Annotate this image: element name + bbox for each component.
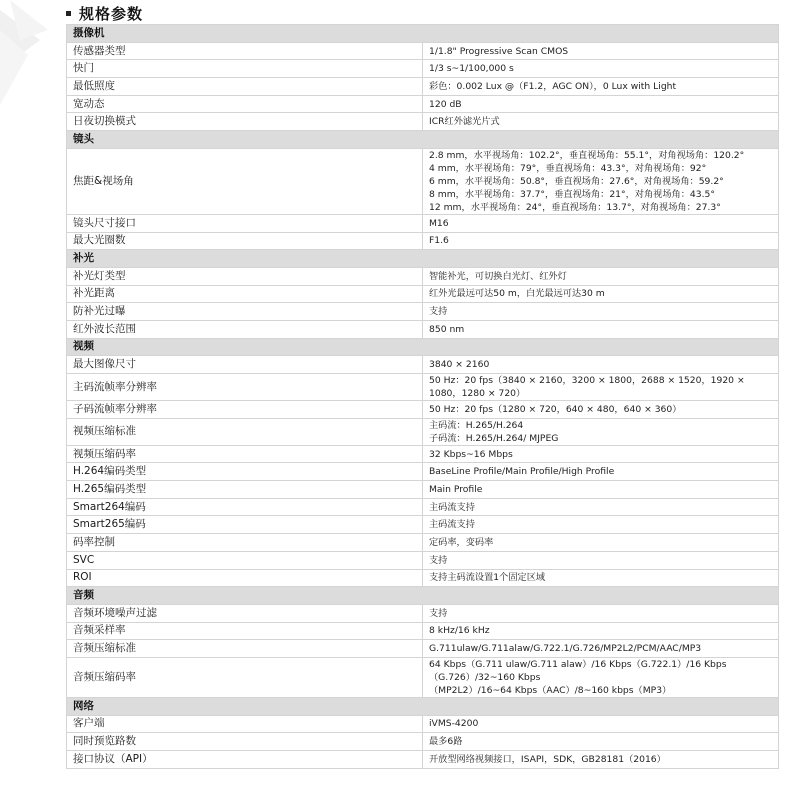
section-header (67, 25, 779, 43)
spec-label: 补光灯类型 (67, 267, 423, 285)
spec-row (67, 534, 779, 552)
spec-value (423, 715, 779, 733)
page-title: 规格参数 (79, 4, 144, 23)
spec-value-line: （MP2L2）/16~64 Kbps（AAC）/8~160 kbps（MP3） (429, 684, 672, 696)
spec-value-line: 8 kHz/16 kHz (429, 625, 490, 637)
spec-value (423, 751, 779, 769)
spec-value-line: 850 nm (429, 323, 465, 335)
spec-label: 宽动态 (67, 95, 423, 113)
spec-row (67, 285, 779, 303)
spec-label: 快门 (67, 60, 423, 78)
spec-row (67, 516, 779, 534)
spec-label: 主码流帧率分辨率 (67, 374, 423, 401)
spec-row (67, 267, 779, 285)
spec-value-line: 智能补光，可切换白光灯、红外灯 (429, 270, 567, 282)
spec-value-line: Main Profile (429, 483, 483, 495)
section-title: 网络 (67, 697, 779, 715)
spec-value (423, 303, 779, 321)
spec-label: 传感器类型 (67, 42, 423, 60)
spec-label: 最大光圈数 (67, 232, 423, 250)
spec-row (67, 148, 779, 214)
section-header (67, 587, 779, 605)
spec-label: 视频压缩码率 (67, 445, 423, 463)
spec-row (67, 42, 779, 60)
spec-value-line: 子码流：H.265/H.264/ MJPEG (429, 432, 559, 444)
spec-value-line: 红外光最远可达50 m，白光最远可达30 m (429, 288, 605, 300)
spec-row (67, 232, 779, 250)
spec-value (423, 214, 779, 232)
spec-row (67, 356, 779, 374)
section-title: 音频 (67, 587, 779, 605)
spec-value-line: 6 mm，水平视场角：50.8°，垂直视场角：27.6°，对角视场角：59.2° (429, 175, 724, 187)
spec-row (67, 657, 779, 697)
spec-value-line: 4 mm，水平视场角：79°，垂直视场角：43.3°，对角视场角：92° (429, 162, 707, 174)
spec-table-body (67, 25, 779, 769)
spec-value-line: 支持 (429, 607, 448, 619)
spec-label: 日夜切换模式 (67, 113, 423, 131)
spec-value-line: 支持主码流设置1个固定区域 (429, 572, 546, 584)
spec-value-line: BaseLine Profile/Main Profile/High Profile (429, 466, 615, 478)
spec-row (67, 60, 779, 78)
spec-value (423, 285, 779, 303)
spec-row (67, 445, 779, 463)
spec-value (423, 657, 779, 697)
section-title: 补光 (67, 250, 779, 268)
spec-label: 接口协议（API） (67, 751, 423, 769)
spec-value (423, 551, 779, 569)
spec-label: Smart265编码 (67, 516, 423, 534)
spec-label: 红外波长范围 (67, 320, 423, 338)
spec-value (423, 604, 779, 622)
spec-label: 音频压缩标准 (67, 640, 423, 658)
spec-value-line: G.711ulaw/G.711alaw/G.722.1/G.726/MP2L2/PCM/AAC/MP3 (429, 643, 702, 655)
spec-label: 码率控制 (67, 534, 423, 552)
spec-value-line: 3840 × 2160 (429, 359, 490, 371)
spec-value-line: 主码流支持 (429, 501, 475, 513)
spec-value-line: 支持 (429, 306, 448, 318)
spec-value-line: 1/1.8" Progressive Scan CMOS (429, 45, 569, 57)
spec-value (423, 569, 779, 587)
spec-label: 补光距离 (67, 285, 423, 303)
spec-row (67, 463, 779, 481)
spec-row (67, 214, 779, 232)
spec-label: 焦距&视场角 (67, 148, 423, 214)
spec-value (423, 60, 779, 78)
spec-label: ROI (67, 569, 423, 587)
spec-value-line: ICR红外滤光片式 (429, 116, 500, 128)
spec-label: 音频环境噪声过滤 (67, 604, 423, 622)
spec-row (67, 498, 779, 516)
spec-value-line: 64 Kbps（G.711 ulaw/G.711 alaw）/16 Kbps（G.722.1）/16 Kbps（G.726）/32~160 Kbps (429, 658, 727, 683)
spec-value (423, 232, 779, 250)
spec-value-line: 120 dB (429, 98, 462, 110)
spec-label: 视频压缩标准 (67, 418, 423, 445)
section-header (67, 697, 779, 715)
spec-value-line: iVMS-4200 (429, 718, 479, 730)
spec-value-line: 主码流：H.265/H.264 (429, 419, 524, 431)
spec-row (67, 715, 779, 733)
spec-value (423, 445, 779, 463)
spec-label: 最低照度 (67, 78, 423, 96)
spec-value (423, 640, 779, 658)
spec-value (423, 498, 779, 516)
spec-value-line: 12 mm，水平视场角：24°，垂直视场角：13.7°，对角视场角：27.3° (429, 201, 721, 213)
spec-value (423, 622, 779, 640)
spec-value-line: 2.8 mm，水平视场角：102.2°，垂直视场角：55.1°，对角视场角：120.2° (429, 149, 745, 161)
spec-value (423, 95, 779, 113)
spec-row (67, 569, 779, 587)
spec-row (67, 95, 779, 113)
spec-value (423, 401, 779, 419)
spec-value-line: 最多6路 (429, 736, 463, 748)
spec-value-line: M16 (429, 217, 449, 229)
spec-value (423, 374, 779, 401)
section-header (67, 250, 779, 268)
spec-label: 同时预览路数 (67, 733, 423, 751)
corner-decoration (0, 0, 60, 110)
spec-label: 最大图像尺寸 (67, 356, 423, 374)
section-header (67, 131, 779, 149)
spec-label: 镜头尺寸接口 (67, 214, 423, 232)
spec-value-line: 开放型网络视频接口，ISAPI，SDK，GB28181（2016） (429, 753, 666, 765)
spec-row (67, 320, 779, 338)
spec-value-line: 彩色：0.002 Lux @（F1.2，AGC ON），0 Lux with Light (429, 80, 677, 92)
spec-label: SVC (67, 551, 423, 569)
spec-row (67, 303, 779, 321)
spec-row (67, 481, 779, 499)
spec-value-line: 支持 (429, 554, 448, 566)
section-title: 视频 (67, 338, 779, 356)
spec-row (67, 551, 779, 569)
section-header (67, 338, 779, 356)
spec-label: 音频压缩码率 (67, 657, 423, 697)
spec-value (423, 148, 779, 214)
spec-row (67, 751, 779, 769)
spec-value (423, 516, 779, 534)
spec-label: H.264编码类型 (67, 463, 423, 481)
section-title: 摄像机 (67, 25, 779, 43)
spec-value-line: 50 Hz：20 fps（3840 × 2160，3200 × 1800，2688 × 1520，1920 × 1080，1280 × 720） (429, 375, 745, 399)
spec-value (423, 481, 779, 499)
spec-label: H.265编码类型 (67, 481, 423, 499)
page-header (66, 2, 143, 24)
spec-value (423, 733, 779, 751)
spec-value-line: 1/3 s~1/100,000 s (429, 63, 514, 75)
spec-row (67, 622, 779, 640)
spec-label: 防补光过曝 (67, 303, 423, 321)
spec-value (423, 463, 779, 481)
spec-value (423, 418, 779, 445)
spec-table (66, 24, 779, 769)
spec-row (67, 418, 779, 445)
spec-value (423, 534, 779, 552)
title-bullet-icon (66, 11, 71, 16)
spec-value (423, 42, 779, 60)
spec-row (67, 604, 779, 622)
spec-row (67, 401, 779, 419)
spec-row (67, 640, 779, 658)
spec-value-line: 8 mm，水平视场角：37.7°，垂直视场角：21°，对角视场角：43.5° (429, 188, 715, 200)
spec-label: Smart264编码 (67, 498, 423, 516)
spec-value (423, 267, 779, 285)
spec-value-line: 主码流支持 (429, 519, 475, 531)
spec-label: 客户端 (67, 715, 423, 733)
spec-value (423, 78, 779, 96)
spec-value-line: 50 Hz：20 fps（1280 × 720，640 × 480，640 × 360） (429, 403, 682, 415)
spec-value (423, 113, 779, 131)
spec-value (423, 320, 779, 338)
spec-label: 音频采样率 (67, 622, 423, 640)
spec-row (67, 113, 779, 131)
spec-value-line: 定码率，变码率 (429, 536, 494, 548)
spec-row (67, 733, 779, 751)
spec-row (67, 374, 779, 401)
section-title: 镜头 (67, 131, 779, 149)
spec-value (423, 356, 779, 374)
spec-value-line: 32 Kbps~16 Mbps (429, 448, 513, 460)
spec-row (67, 78, 779, 96)
spec-label: 子码流帧率分辨率 (67, 401, 423, 419)
spec-value-line: F1.6 (429, 235, 449, 247)
